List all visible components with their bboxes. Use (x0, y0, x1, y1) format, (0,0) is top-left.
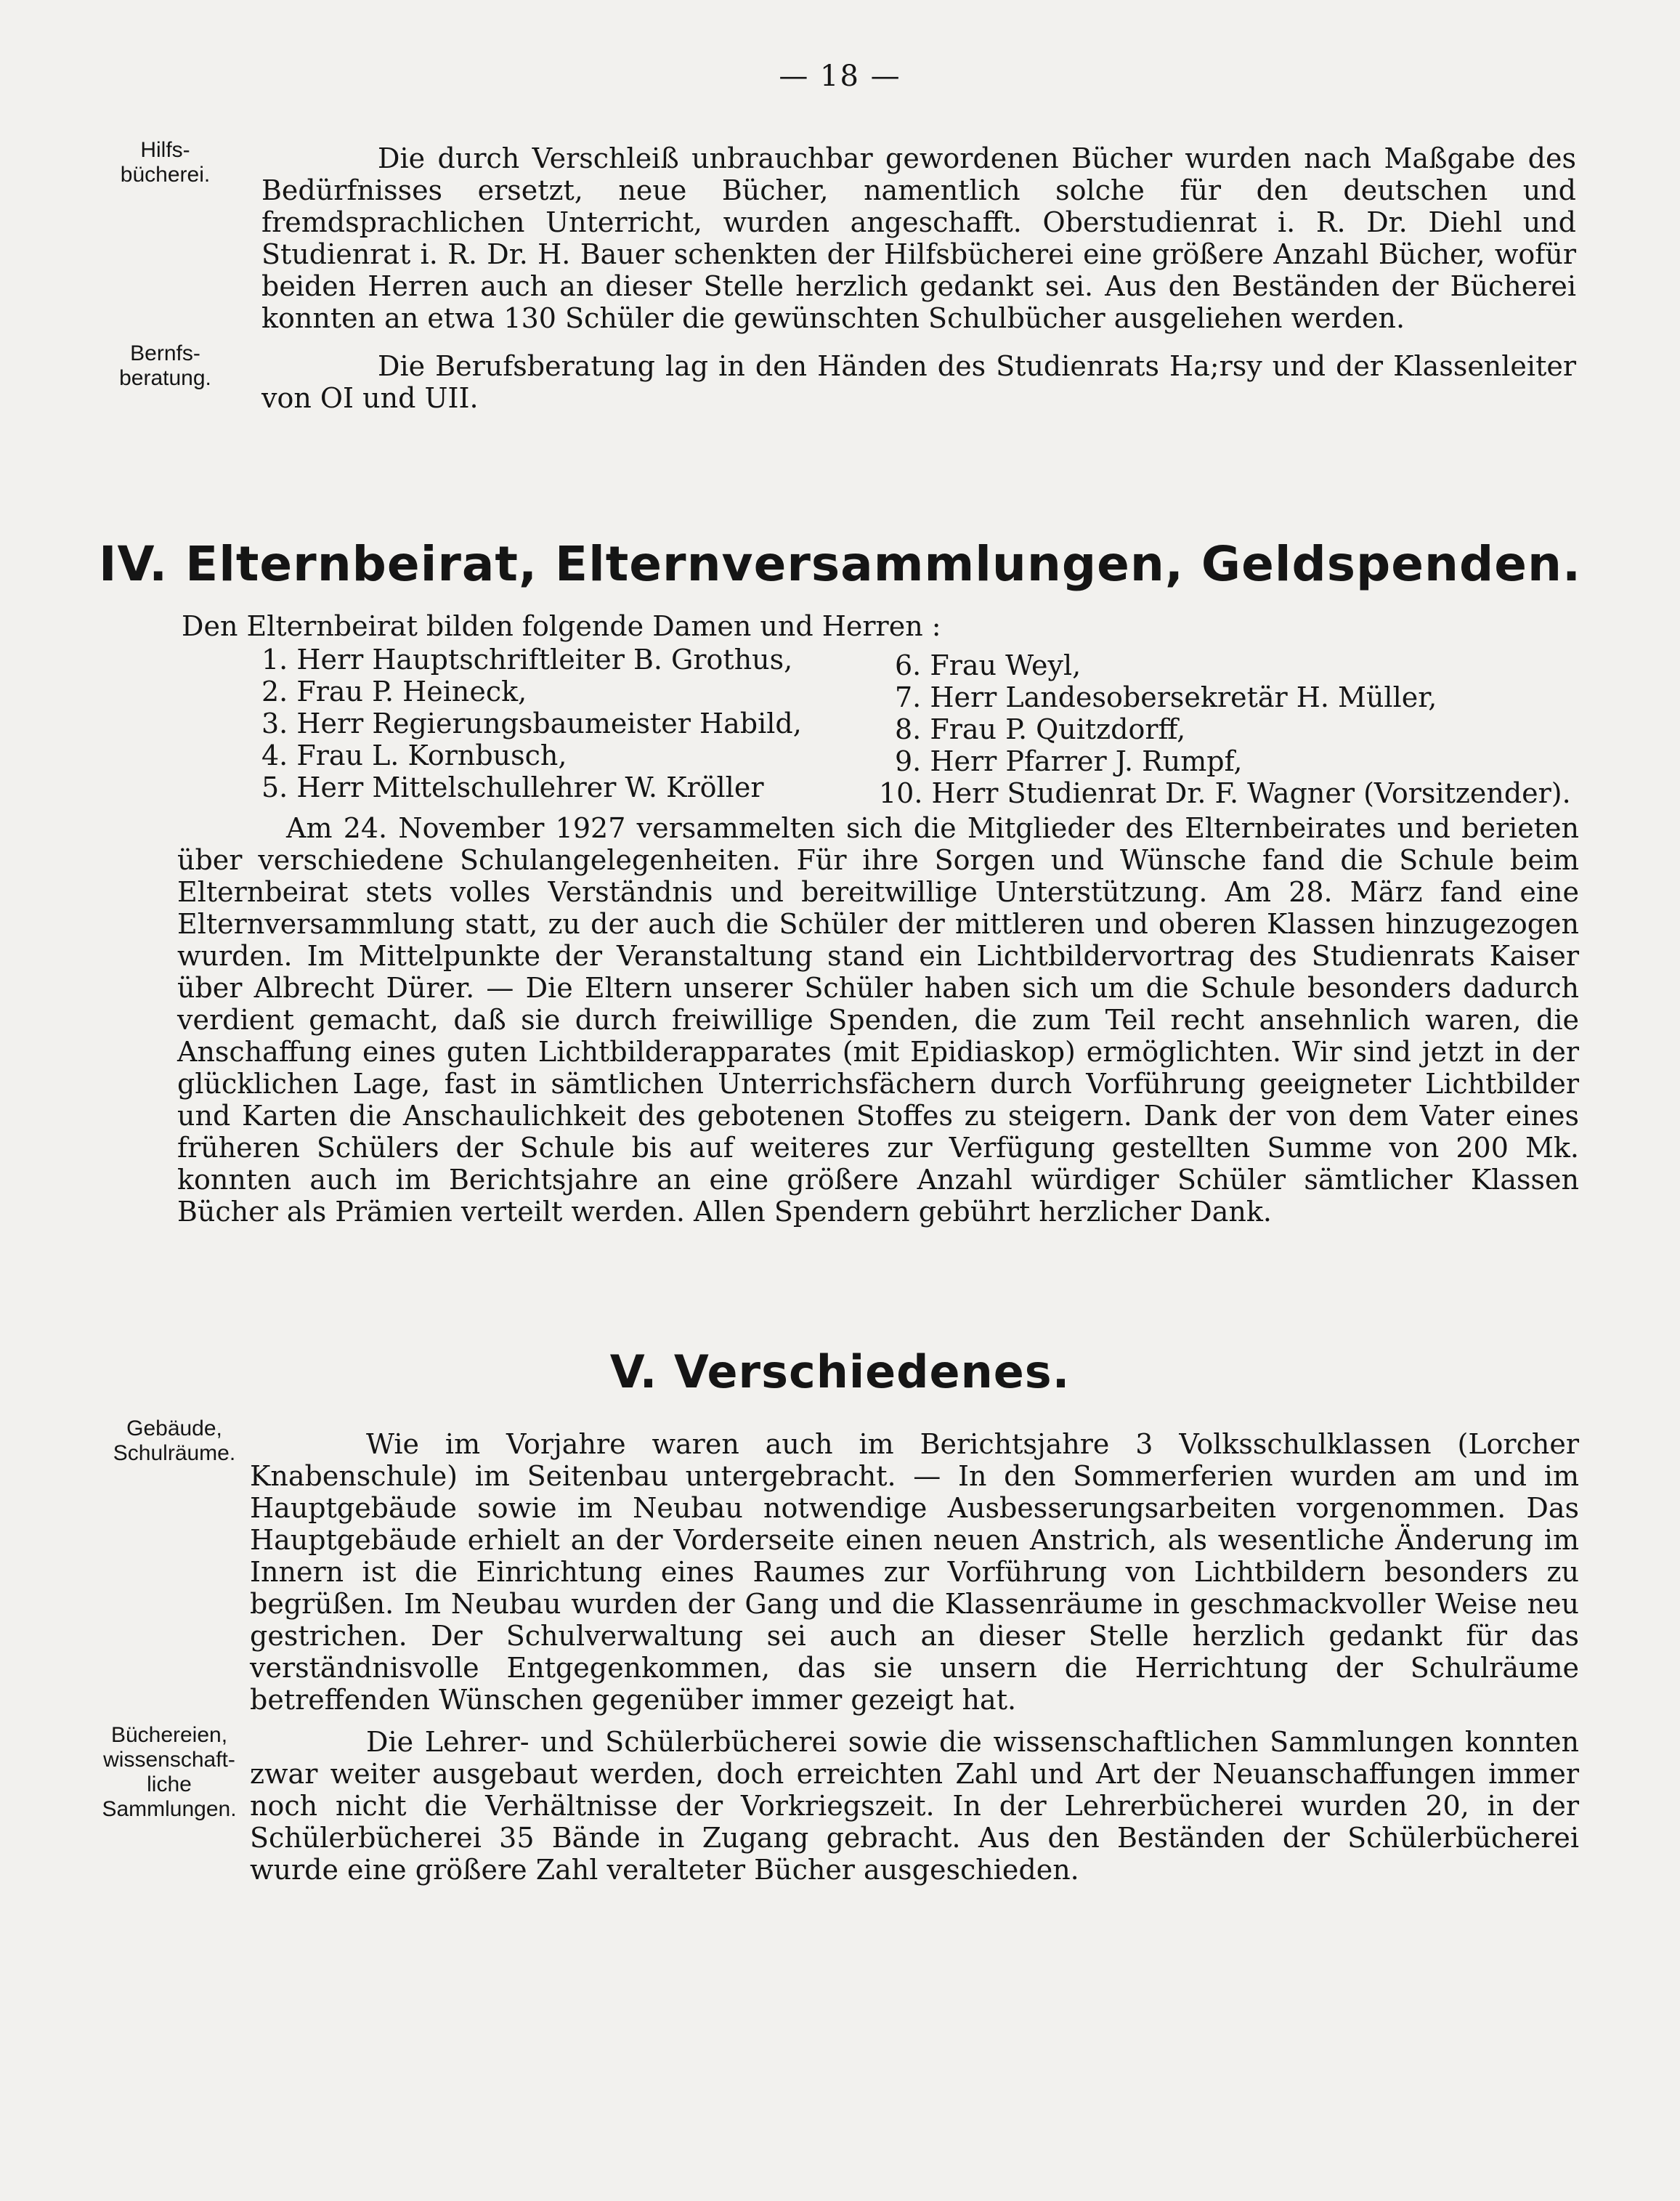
paragraph-gebaeude: Wie im Vorjahre waren auch im Berichtsjahre 3 Volksschulklassen (Lorcher Knabenschule) im Seitenbau untergebracht. — In den Sommerferien wurden am und im Hauptgebäude sowie im Neubau notwendige Ausbesserungsarbeiten vorgenommen. Das Hauptgebäude erhielt an der Vorderseite einen neuen Anstrich, als wesentliche Änderung im Innern ist die Einrichtung eines Raumes zur Vorführung von Lichtbildern besonders zu begrüßen. Im Neubau wurden der Gang und die Klassenräume in geschmackvoller Weise neu gestrichen. Der Schulverwaltung sei auch an dieser Stelle herzlich gedankt für das verständnisvolle Entgegenkommen, das sie unsern die Herrichtung der Schulräume betreffenden Wünschen gegenüber immer gezeigt hat. (250, 1428, 1579, 1716)
member-right-9: 9. Herr Pfarrer J. Rumpf, (895, 745, 1243, 777)
member-right-10: 10. Herr Studienrat Dr. F. Wagner (Vorsitzender). (879, 777, 1571, 809)
paragraph-hilfsbuecherei: Die durch Verschleiß unbrauchbar gewordenen Bücher wurden nach Maßgabe des Bedürfnisses ersetzt, neue Bücher, namentlich solche für den deutschen und fremdsprachlichen Unterricht, wurden angeschafft. Oberstudienrat i. R. Dr. Diehl und Studienrat i. R. Dr. H. Bauer schenkten der Hilfsbücherei eine größere Anzahl Bücher, wofür beiden Herren auch an dieser Stelle herzlich gedankt sei. Aus den Beständen der Bücherei konnten an etwa 130 Schüler die gewünschten Schulbücher ausgeliehen werden. (261, 142, 1576, 334)
member-left-2: 2. Frau P. Heineck, (261, 676, 527, 708)
section-v-heading: V. Verschiedenes. (609, 1345, 1071, 1398)
paragraph-buechereien: Die Lehrer- und Schülerbücherei sowie die wissenschaftlichen Sammlungen konnten zwar weiter ausgebaut werden, doch erreichten Zahl und Art der Neuanschaffungen immer noch nicht die Verhältnisse der Vorkriegszeit. In der Lehrerbücherei wurden 20, in der Schülerbücherei 35 Bände in Zugang gebracht. Aus den Beständen der Schülerbücherei wurde eine größere Zahl veralteter Bücher ausgeschieden. (250, 1726, 1579, 1886)
member-right-6: 6. Frau Weyl, (895, 649, 1082, 681)
margin-label-buechereien: Büchereien, wissenschaft- liche Sammlungen. (102, 1723, 237, 1821)
member-left-3: 3. Herr Regierungsbaumeister Habild, (261, 708, 802, 739)
page-number: — 18 — (779, 60, 901, 93)
section-iv-heading: IV. Elternbeirat, Elternversammlungen, Geldspenden. (98, 536, 1582, 592)
margin-label-gebaeude: Gebäude, Schulräume. (113, 1416, 236, 1465)
paragraph-berufsberatung: Die Berufsberatung lag in den Händen des Studienrats Ha;rsy und der Klassenleiter von OI und UII. (261, 350, 1576, 414)
paragraph-elternbeirat: Am 24. November 1927 versammelten sich die Mitglieder des Elternbeirates und berieten über verschiedene Schulangelegenheiten. Für ihre Sorgen und Wünsche fand die Schule beim Elternbeirat stets volles Verständnis und bereitwillige Unterstützung. Am 28. März fand eine Elternversammlung statt, zu der auch die Schüler der mittleren und oberen Klassen hinzugezogen wurden. Im Mittelpunkte der Veranstaltung stand ein Lichtbildervortrag des Studienrats Kaiser über Albrecht Dürer. — Die Eltern unserer Schüler haben sich um die Schule besonders dadurch verdient gemacht, daß sie durch freiwillige Spenden, die zum Teil recht ansehnlich waren, die Anschaffung eines guten Lichtbilderapparates (mit Epidiaskop) ermöglichten. Wir sind jetzt in der glücklichen Lage, fast in sämtlichen Unterrichsfächern durch Vorführung geeigneter Lichtbilder und Karten die Anschaulichkeit des gebotenen Stoffes zu steigern. Dank der von dem Vater eines früheren Schülers der Schule bis auf weiteres zur Verfügung gestellten Summe von 200 Mk. konnten auch im Berichtsjahre an eine größere Anzahl würdiger Schüler sämtlicher Klassen Bücher als Prämien verteilt werden. Allen Spendern gebührt herzlicher Dank. (177, 812, 1579, 1228)
member-left-4: 4. Frau L. Kornbusch, (261, 739, 567, 771)
member-right-8: 8. Frau P. Quitzdorff, (895, 713, 1186, 745)
member-left-1: 1. Herr Hauptschriftleiter B. Grothus, (261, 644, 793, 676)
section-iv-intro: Den Elternbeirat bilden folgende Damen und Herren : (182, 610, 941, 642)
member-left-5: 5. Herr Mittelschullehrer W. Kröller (261, 771, 764, 803)
margin-label-hilfsbuecherei: Hilfs- bücherei. (120, 138, 211, 187)
margin-label-berufsberatung: Bernfs- beratung. (119, 341, 211, 390)
member-right-7: 7. Herr Landesobersekretär H. Müller, (895, 681, 1437, 713)
